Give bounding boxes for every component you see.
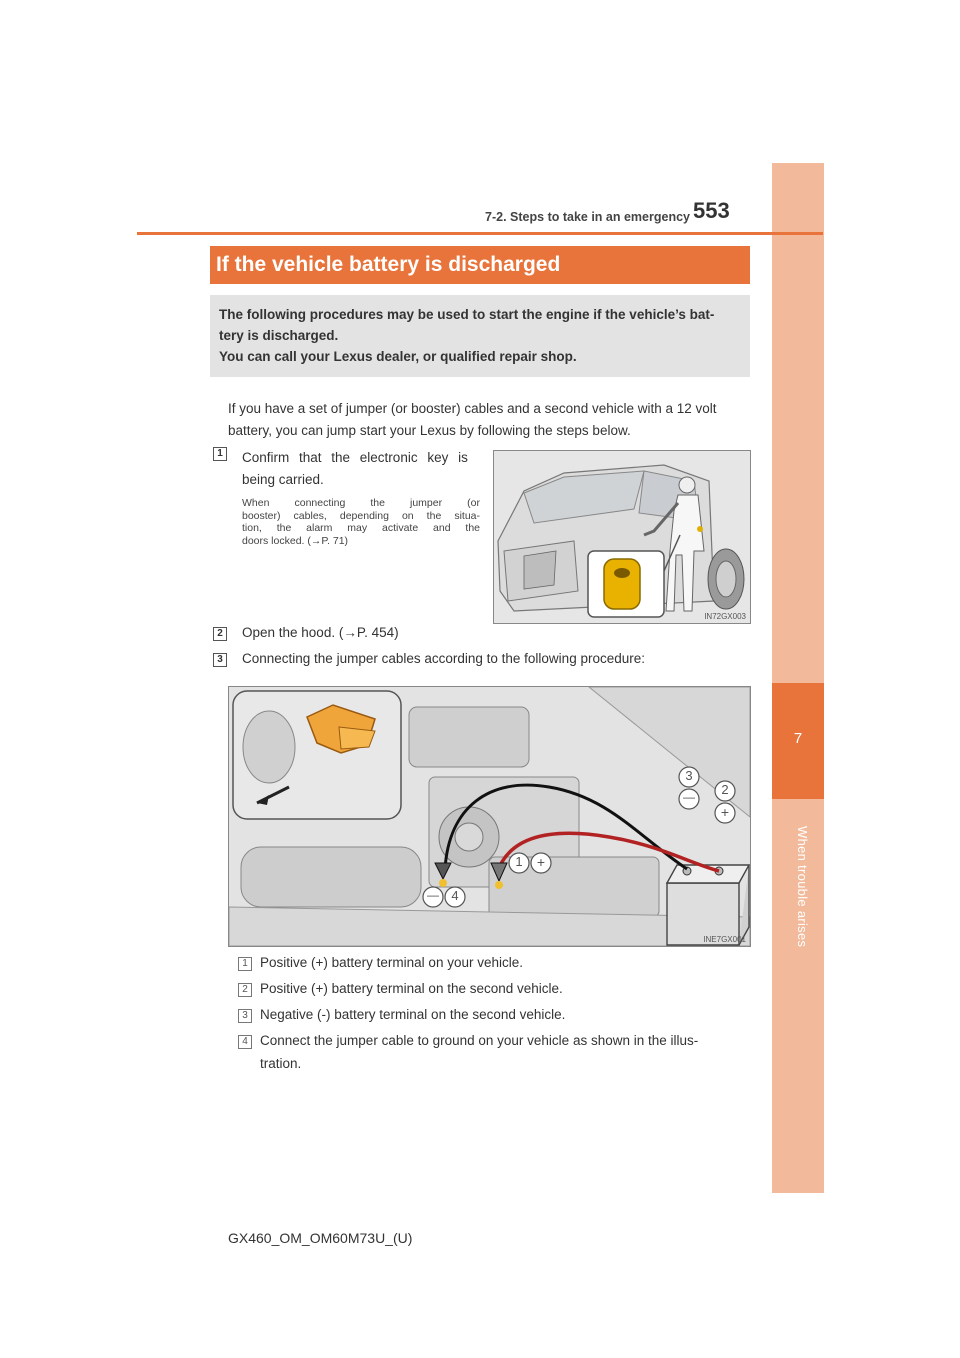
step-3-text: Connecting the jumper cables according to the following procedure: — [242, 651, 645, 666]
document-code: GX460_OM_OM60M73U_(U) — [228, 1230, 413, 1246]
step-1-line — [242, 447, 480, 469]
callout-minus-battery: — — [683, 790, 695, 804]
legend-4-text-cont: tration. — [260, 1056, 302, 1071]
legend-4-text: Connect the jumper cable to ground on your vehicle as shown in the illus- — [260, 1033, 699, 1048]
page-title: If the vehicle battery is discharged — [216, 253, 561, 276]
paragraph-line: battery, you can jump start your Lexus by following the steps below. — [228, 423, 631, 438]
page-number: 553 — [693, 198, 730, 223]
legend-3-badge: 3 — [238, 1009, 252, 1023]
header-rule — [137, 232, 823, 235]
note-line: doors locked. (→P. 71) — [242, 534, 349, 547]
key-illustration-svg — [494, 451, 750, 623]
legend-2-badge: 2 — [238, 983, 252, 997]
body-paragraph — [228, 398, 753, 442]
chapter-number: 7 — [793, 730, 803, 747]
figure-code: IN72GX003 — [704, 612, 746, 621]
callout-1: 1 — [515, 854, 523, 869]
callout-minus: — — [427, 888, 439, 902]
chapter-sidebar — [772, 163, 824, 1193]
callout-3: 3 — [685, 768, 693, 783]
legend-4-badge: 4 — [238, 1035, 252, 1049]
legend-1-text: Positive (+) battery terminal on your vehicle. — [260, 955, 523, 970]
note-line: tion, the alarm may activate and the — [242, 522, 480, 534]
step-2-text: Open the hood. (→P. 454) — [242, 625, 399, 640]
jumper-cable-illustration — [228, 686, 751, 947]
step-1-line: being carried. — [242, 472, 324, 487]
legend-1-badge: 1 — [238, 957, 252, 971]
chapter-title: When trouble arises — [795, 826, 810, 948]
callout-plus-battery: + — [720, 804, 730, 820]
intro-text — [219, 304, 745, 367]
legend-2-text: Positive (+) battery terminal on the second vehicle. — [260, 981, 563, 996]
step-1-note — [242, 497, 480, 547]
note-line: booster) cables, depending on the situa- — [242, 509, 480, 522]
callout-4: 4 — [451, 888, 459, 903]
step-1-text — [242, 447, 480, 491]
engine-bay-svg — [229, 687, 750, 946]
note-line: When connecting the jumper (or — [242, 497, 480, 509]
intro-line: You can call your Lexus dealer, or qualified repair shop. — [219, 349, 577, 364]
key-illustration — [493, 450, 751, 624]
figure-code: INE7GX001 — [703, 935, 746, 944]
callout-2: 2 — [721, 782, 729, 797]
step-3-badge: 3 — [213, 653, 227, 667]
paragraph-line: If you have a set of jumper (or booster) cables and a second vehicle with a 12 volt — [228, 401, 717, 416]
section-header: 7-2. Steps to take in an emergency — [485, 210, 690, 224]
legend-3-text: Negative (-) battery terminal on the second vehicle. — [260, 1007, 566, 1022]
callout-plus: + — [536, 854, 546, 870]
step-1-line-words: Confirm that the electronic key is — [242, 450, 468, 465]
intro-line: The following procedures may be used to start the engine if the vehicle’s bat- — [219, 307, 715, 322]
step-1-badge: 1 — [213, 447, 227, 461]
step-2-badge: 2 — [213, 627, 227, 641]
intro-line: tery is discharged. — [219, 328, 339, 343]
